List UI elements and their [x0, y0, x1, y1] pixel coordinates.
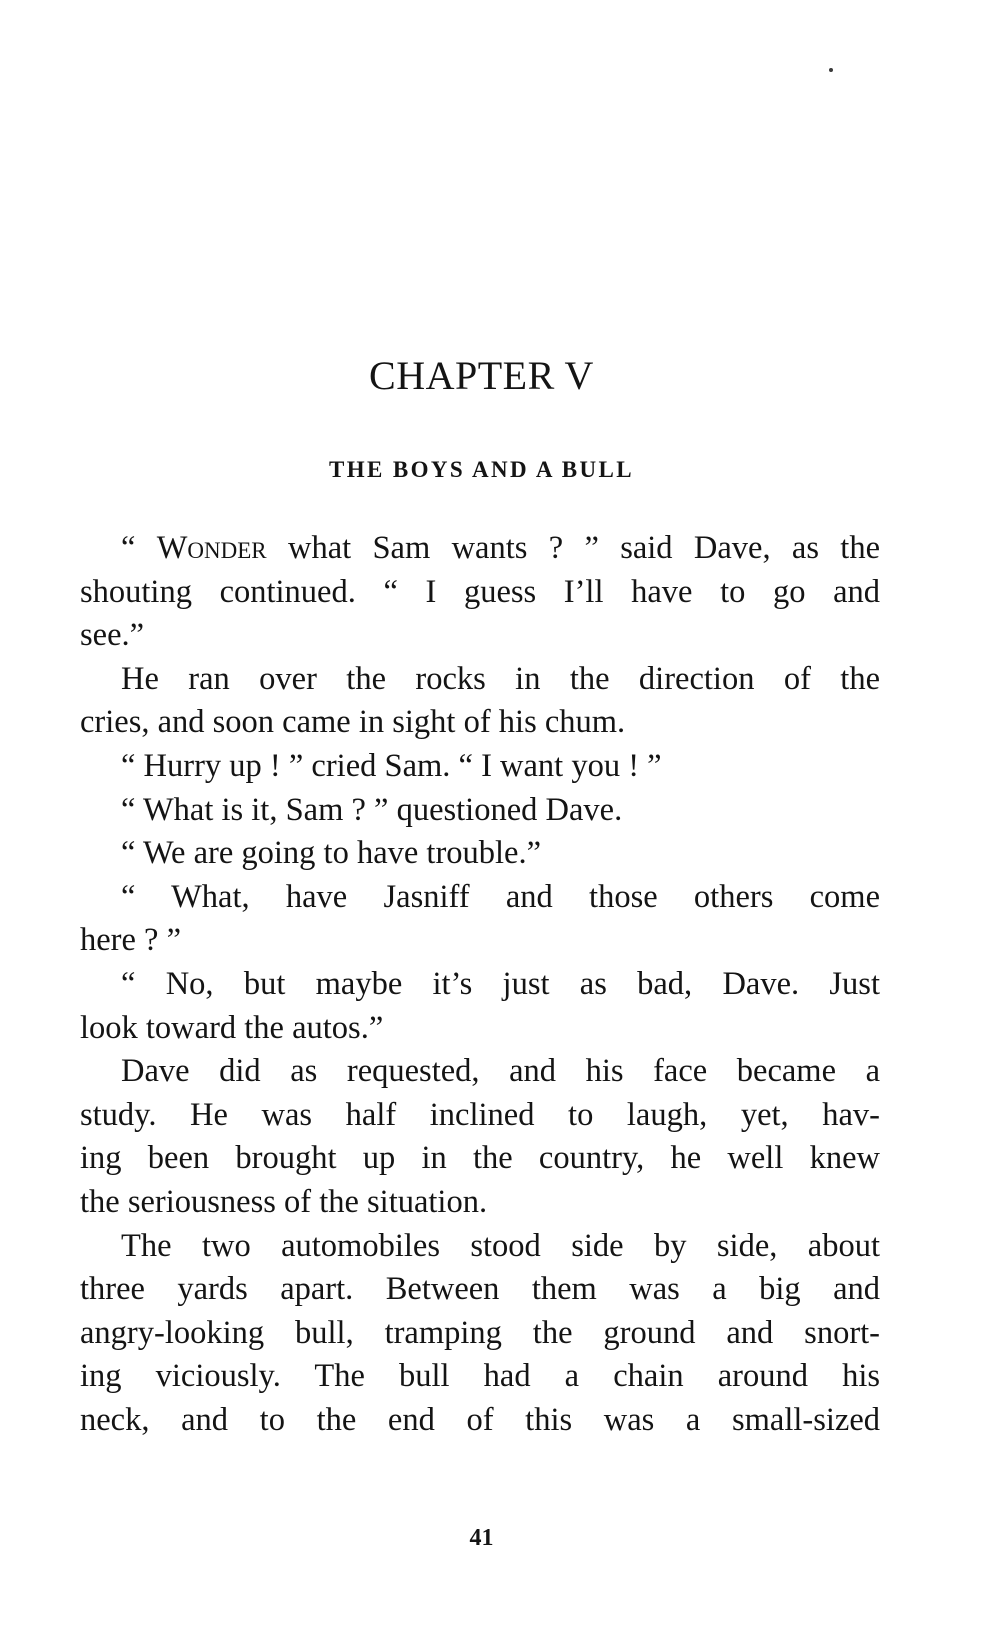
ink-speck: [829, 68, 833, 72]
smallcaps-word: Wonder: [156, 530, 267, 566]
paragraph: [80, 1050, 880, 1224]
text-line: look toward the autos.”: [80, 1009, 384, 1046]
paragraph: [80, 745, 880, 789]
text-line: the seriousness of the situation.: [80, 1183, 488, 1220]
paragraph: [80, 1225, 880, 1443]
paragraph: [80, 963, 880, 1050]
paragraph: [80, 527, 880, 658]
quote-mark: “: [121, 530, 157, 566]
chapter-heading: CHAPTER V: [369, 353, 594, 398]
text-line: study. He was half inclined to laugh, yet, hav-: [80, 1096, 880, 1133]
text-line: [80, 527, 880, 571]
body-text: [80, 527, 880, 1442]
text-line: Dave did as requested, and his face became a: [121, 1053, 880, 1090]
paragraph: [80, 658, 880, 745]
text-line: here ? ”: [80, 922, 182, 959]
page-number: 41: [469, 1525, 494, 1551]
chapter-subtitle: THE BOYS AND A BULL: [328, 457, 635, 482]
text-line: cries, and soon came in sight of his chum.: [80, 704, 626, 741]
text-line: “ No, but maybe it’s just as bad, Dave. Just: [121, 965, 880, 1002]
text-line: ing been brought up in the country, he well knew: [80, 1140, 880, 1177]
paragraph: [80, 832, 880, 876]
paragraph: [80, 789, 880, 833]
text-line: see.”: [80, 617, 145, 654]
text-line: “ Hurry up ! ” cried Sam. “ I want you ! ”: [121, 747, 662, 784]
text-line: angry-looking bull, tramping the ground and snort-: [80, 1314, 880, 1351]
text-line: He ran over the rocks in the direction of the: [121, 660, 880, 697]
text-line: shouting continued. “ I guess I’ll have to go and: [80, 573, 880, 610]
paragraph: [80, 876, 880, 963]
text-line: ing viciously. The bull had a chain around his: [80, 1358, 880, 1395]
text-line: “ We are going to have trouble.”: [121, 835, 542, 872]
line-text: what Sam wants ? ” said Dave, as the: [266, 530, 880, 566]
text-line: neck, and to the end of this was a small-sized: [80, 1401, 880, 1438]
text-line: “ What, have Jasniff and those others come: [121, 878, 880, 915]
text-line: three yards apart. Between them was a big and: [80, 1271, 880, 1308]
text-line: The two automobiles stood side by side, about: [121, 1227, 880, 1264]
text-line: “ What is it, Sam ? ” questioned Dave.: [121, 791, 623, 828]
